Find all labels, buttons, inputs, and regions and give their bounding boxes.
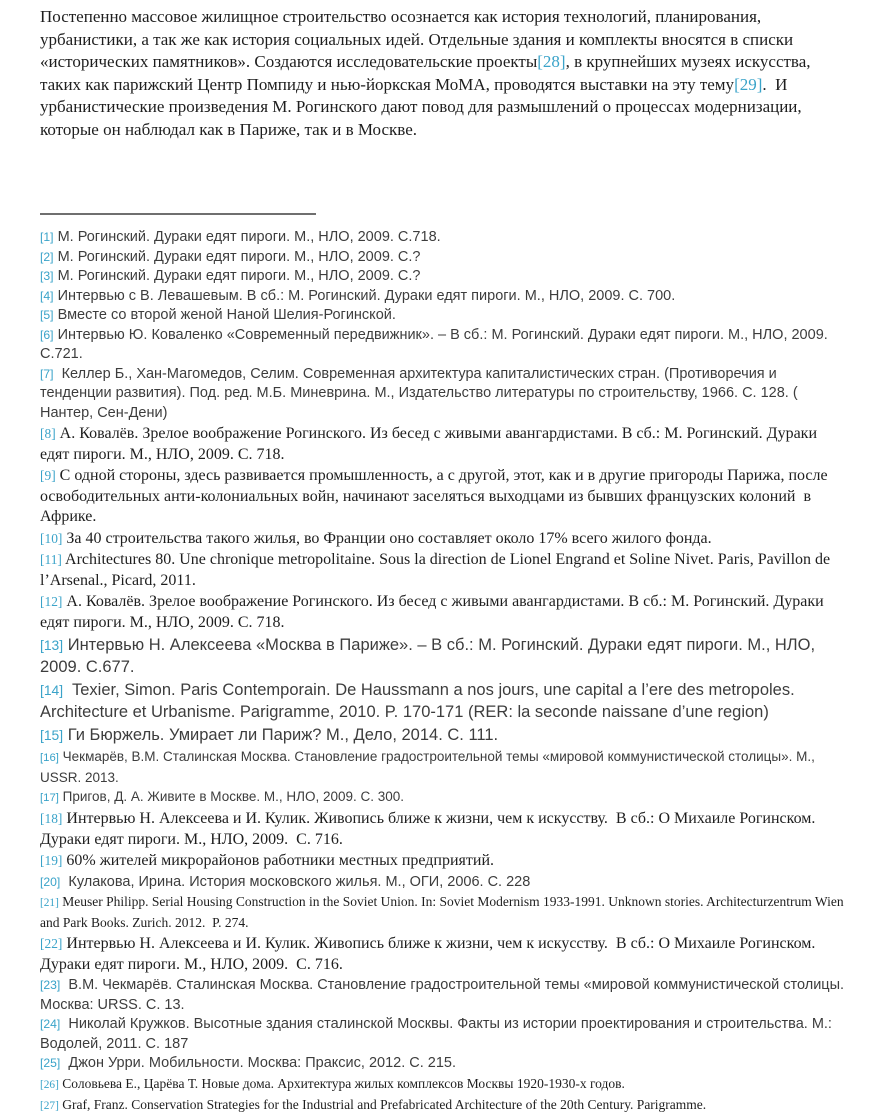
footnote-item (40, 287, 846, 307)
lead-paragraph (40, 6, 846, 141)
footnote-marker-link[interactable]: [2] (40, 249, 54, 264)
footnote-item (40, 1074, 846, 1095)
footnote-marker-link[interactable]: [1] (40, 230, 54, 244)
footnote-text: Чекмарёв, В.М. Сталинская Москва. Становление градостроительной темы «мировой коммунистической столицы». М., USSR. 2013. (40, 749, 819, 785)
footnote-marker-link[interactable]: [4] (40, 288, 54, 303)
footnote-marker-link[interactable]: [14] (40, 682, 64, 698)
footnote-item (40, 466, 846, 528)
footnote-item (40, 1095, 846, 1116)
lead-text-segment: Постепенно массовое жилищное строительство осознается как история технологий, планирования, урбанистики, а так же как история социальных идей. Отдельные здания и комплекты вносятся в списки «исторических памятников». Создаются исследовательские проекты (40, 7, 798, 71)
footnote-marker-link[interactable]: [20] (40, 874, 61, 889)
footnote-item (40, 424, 846, 465)
footnote-text: А. Ковалёв. Зрелое воображение Рогинского. Из бесед с живыми авангардистами. В сб.: М. Рогинский. Дураки едят пироги. М., НЛО, 2009. С. 718. (40, 593, 828, 631)
footnote-item (40, 550, 846, 591)
lead-text-segment: , в крупнейших музеях искусства, таких как парижский Центр Помпиду и нью-йоркская МоМА, проводятся выставки на эту тему (40, 52, 815, 94)
footnote-text: Graf, Franz. Conservation Strategies for the Industrial and Prefabricated Architecture of the 20th Century. Parigramme. (58, 1096, 707, 1112)
footnote-marker-link[interactable]: [18] (40, 811, 63, 826)
footnote-text: Кулакова, Ирина. История московского жилья. М., ОГИ, 2006. С. 228 (60, 873, 531, 890)
footnote-item (40, 228, 846, 248)
footnote-ref-link[interactable]: [29] (734, 74, 763, 94)
footnote-text: Architectures 80. Une chronique metropolitaine. Sous la direction de Lionel Engrand et Soline Nivet. Paris, Pavillon de l’Arsenal., Picard, 2011. (40, 551, 835, 589)
footnote-item (40, 724, 846, 746)
footnote-marker-link[interactable]: [16] (40, 752, 59, 764)
footnote-marker-link[interactable]: [3] (40, 269, 54, 283)
footnote-marker-link[interactable]: [15] (40, 727, 64, 743)
footnote-text: 60% жителей микрорайонов работники местных предприятий. (62, 852, 495, 869)
footnote-text: Джон Урри. Мобильности. Москва: Праксис, 2012. С. 215. (60, 1055, 457, 1071)
footnote-item (40, 1015, 846, 1054)
footnotes-list (40, 228, 849, 1116)
footnote-marker-link[interactable]: [7] (40, 366, 54, 381)
footnote-marker-link[interactable]: [9] (40, 468, 56, 483)
footnote-marker-link[interactable]: [25] (40, 1056, 61, 1070)
footnote-marker-link[interactable]: [10] (40, 530, 63, 546)
footnote-text: Texier, Simon. Paris Contemporain. De Haussmann a nos jours, une capital a l’ere des metropoles. Architecture et Urbanisme. Parigramme, 2010. P. 170-171 (RER: la seconde naissane d’une region) (40, 681, 799, 721)
footnote-item (40, 248, 846, 268)
footnote-item (40, 976, 849, 1015)
footnote-marker-link[interactable]: [23] (40, 978, 61, 992)
footnote-text: Ги Бюржель. Умирает ли Париж? М., Дело, 2014. С. 111. (63, 726, 499, 744)
footnote-item (40, 679, 846, 723)
footnote-item (40, 634, 846, 678)
footnote-text: Вместе со второй женой Наной Шелия-Рогинской. (53, 307, 396, 323)
footnote-text: Николай Кружков. Высотные здания сталинской Москвы. Факты из истории проектирования и строительства. М.: Водолей, 2011. С. 187 (40, 1016, 836, 1052)
footnote-item (40, 851, 846, 872)
footnote-text: Соловьева Е., Царёва Т. Новые дома. Архитектура жилых комплексов Москвы 1920-1930-х годов. (58, 1075, 625, 1091)
footnote-text: В.М. Чекмарёв. Сталинская Москва. Становление градостроительной темы «мировой коммунистической столицы. Москва: URSS. С. 13. (40, 977, 849, 1013)
footnote-separator (40, 213, 316, 215)
footnote-item (40, 747, 846, 787)
footnote-item (40, 1054, 846, 1074)
footnote-item (40, 592, 846, 633)
footnote-marker-link[interactable]: [27] (40, 1099, 59, 1112)
footnote-item (40, 326, 846, 365)
footnote-text: А. Ковалёв. Зрелое воображение Рогинского. Из бесед с живыми авангардистами. В сб.: М. Рогинский. Дураки едят пироги. М., НЛО, 2009. С. 718. (40, 425, 822, 463)
footnote-marker-link[interactable]: [24] (40, 1017, 61, 1031)
footnote-item (40, 934, 846, 975)
footnote-text: Интервью Н. Алексеева и И. Кулик. Живопись ближе к жизни, чем к искусству. В сб.: О Михаиле Рогинском. Дураки едят пироги. М., НЛО, 2009. С. 716. (40, 810, 824, 848)
footnote-marker-link[interactable]: [17] (40, 792, 59, 804)
footnote-text: М. Рогинский. Дураки едят пироги. М., НЛО, 2009. С.? (53, 268, 421, 284)
footnote-text: Интервью Н. Алексеева «Москва в Париже». – В сб.: М. Рогинский. Дураки едят пироги. М., НЛО, 2009. С.677. (40, 636, 820, 676)
footnote-marker-link[interactable]: [13] (40, 637, 64, 653)
footnote-item (40, 892, 846, 933)
lead-text-segment: . И урбанистические произведения М. Рогинского дают повод для размышлений о процессах модернизации, которые он наблюдал как в Париже, так и в Москве. (40, 74, 806, 139)
footnote-item (40, 787, 846, 808)
footnote-marker-link[interactable]: [12] (40, 594, 63, 609)
footnote-marker-link[interactable]: [8] (40, 426, 56, 441)
footnote-item (40, 306, 846, 326)
footnote-item (40, 267, 846, 287)
footnote-text: М. Рогинский. Дураки едят пироги. М., НЛО, 2009. С.? (53, 248, 421, 265)
footnote-marker-link[interactable]: [6] (40, 327, 54, 342)
footnote-text: Интервью Н. Алексеева и И. Кулик. Живопись ближе к жизни, чем к искусству. В сб.: О Михаиле Рогинском. Дураки едят пироги. М., НЛО, 2009. С. 716. (40, 935, 824, 973)
footnote-item (40, 809, 846, 850)
footnote-marker-link[interactable]: [11] (40, 552, 62, 567)
footnote-text: Келлер Б., Хан-Магомедов, Селим. Современная архитектура капиталистических стран. (Противоречия и тенденции развития). Под. ред. М.Б. Миневрина. М., Издательство литературы по строительству, 1966. С. 128. ( Нантер, Сен-Дени) (40, 365, 802, 421)
footnote-text: Интервью Ю. Коваленко «Современный передвижник». – В сб.: М. Рогинский. Дураки едят пироги. М., НЛО, 2009. С.721. (40, 326, 832, 362)
footnote-marker-link[interactable]: [21] (40, 897, 59, 909)
footnote-marker-link[interactable]: [5] (40, 308, 54, 322)
footnote-text: С одной стороны, здесь развивается промышленность, а с другой, этот, как и в другие пригороды Парижа, после освободительных анти-колониальных войн, начинают заселяться выходцами из бывших французских колоний в Африке. (40, 467, 832, 525)
footnote-item (40, 873, 846, 893)
footnote-ref-link[interactable]: [28] (537, 52, 566, 71)
footnote-item (40, 529, 846, 550)
footnote-item (40, 365, 846, 424)
footnote-text: М. Рогинский. Дураки едят пироги. М., НЛО, 2009. С.718. (53, 229, 441, 245)
footnote-text: Интервью с В. Левашевым. В сб.: М. Рогинский. Дураки едят пироги. М., НЛО, 2009. С. 700. (53, 287, 676, 304)
footnote-marker-link[interactable]: [26] (40, 1078, 59, 1091)
footnote-text: За 40 строительства такого жилья, во Франции оно составляет около 17% всего жилого фонда. (62, 529, 712, 547)
footnote-marker-link[interactable]: [22] (40, 936, 63, 951)
footnote-text: Пригов, Д. А. Живите в Москве. М., НЛО, 2009. С. 300. (58, 789, 405, 804)
footnote-text: Meuser Philipp. Serial Housing Construction in the Soviet Union. In: Soviet Modernism 1933-1991. Unknown stories. Architecturzentrum Wien and Park Books. Zurich. 2012. P. 274. (40, 894, 847, 930)
footnote-marker-link[interactable]: [19] (40, 853, 63, 868)
